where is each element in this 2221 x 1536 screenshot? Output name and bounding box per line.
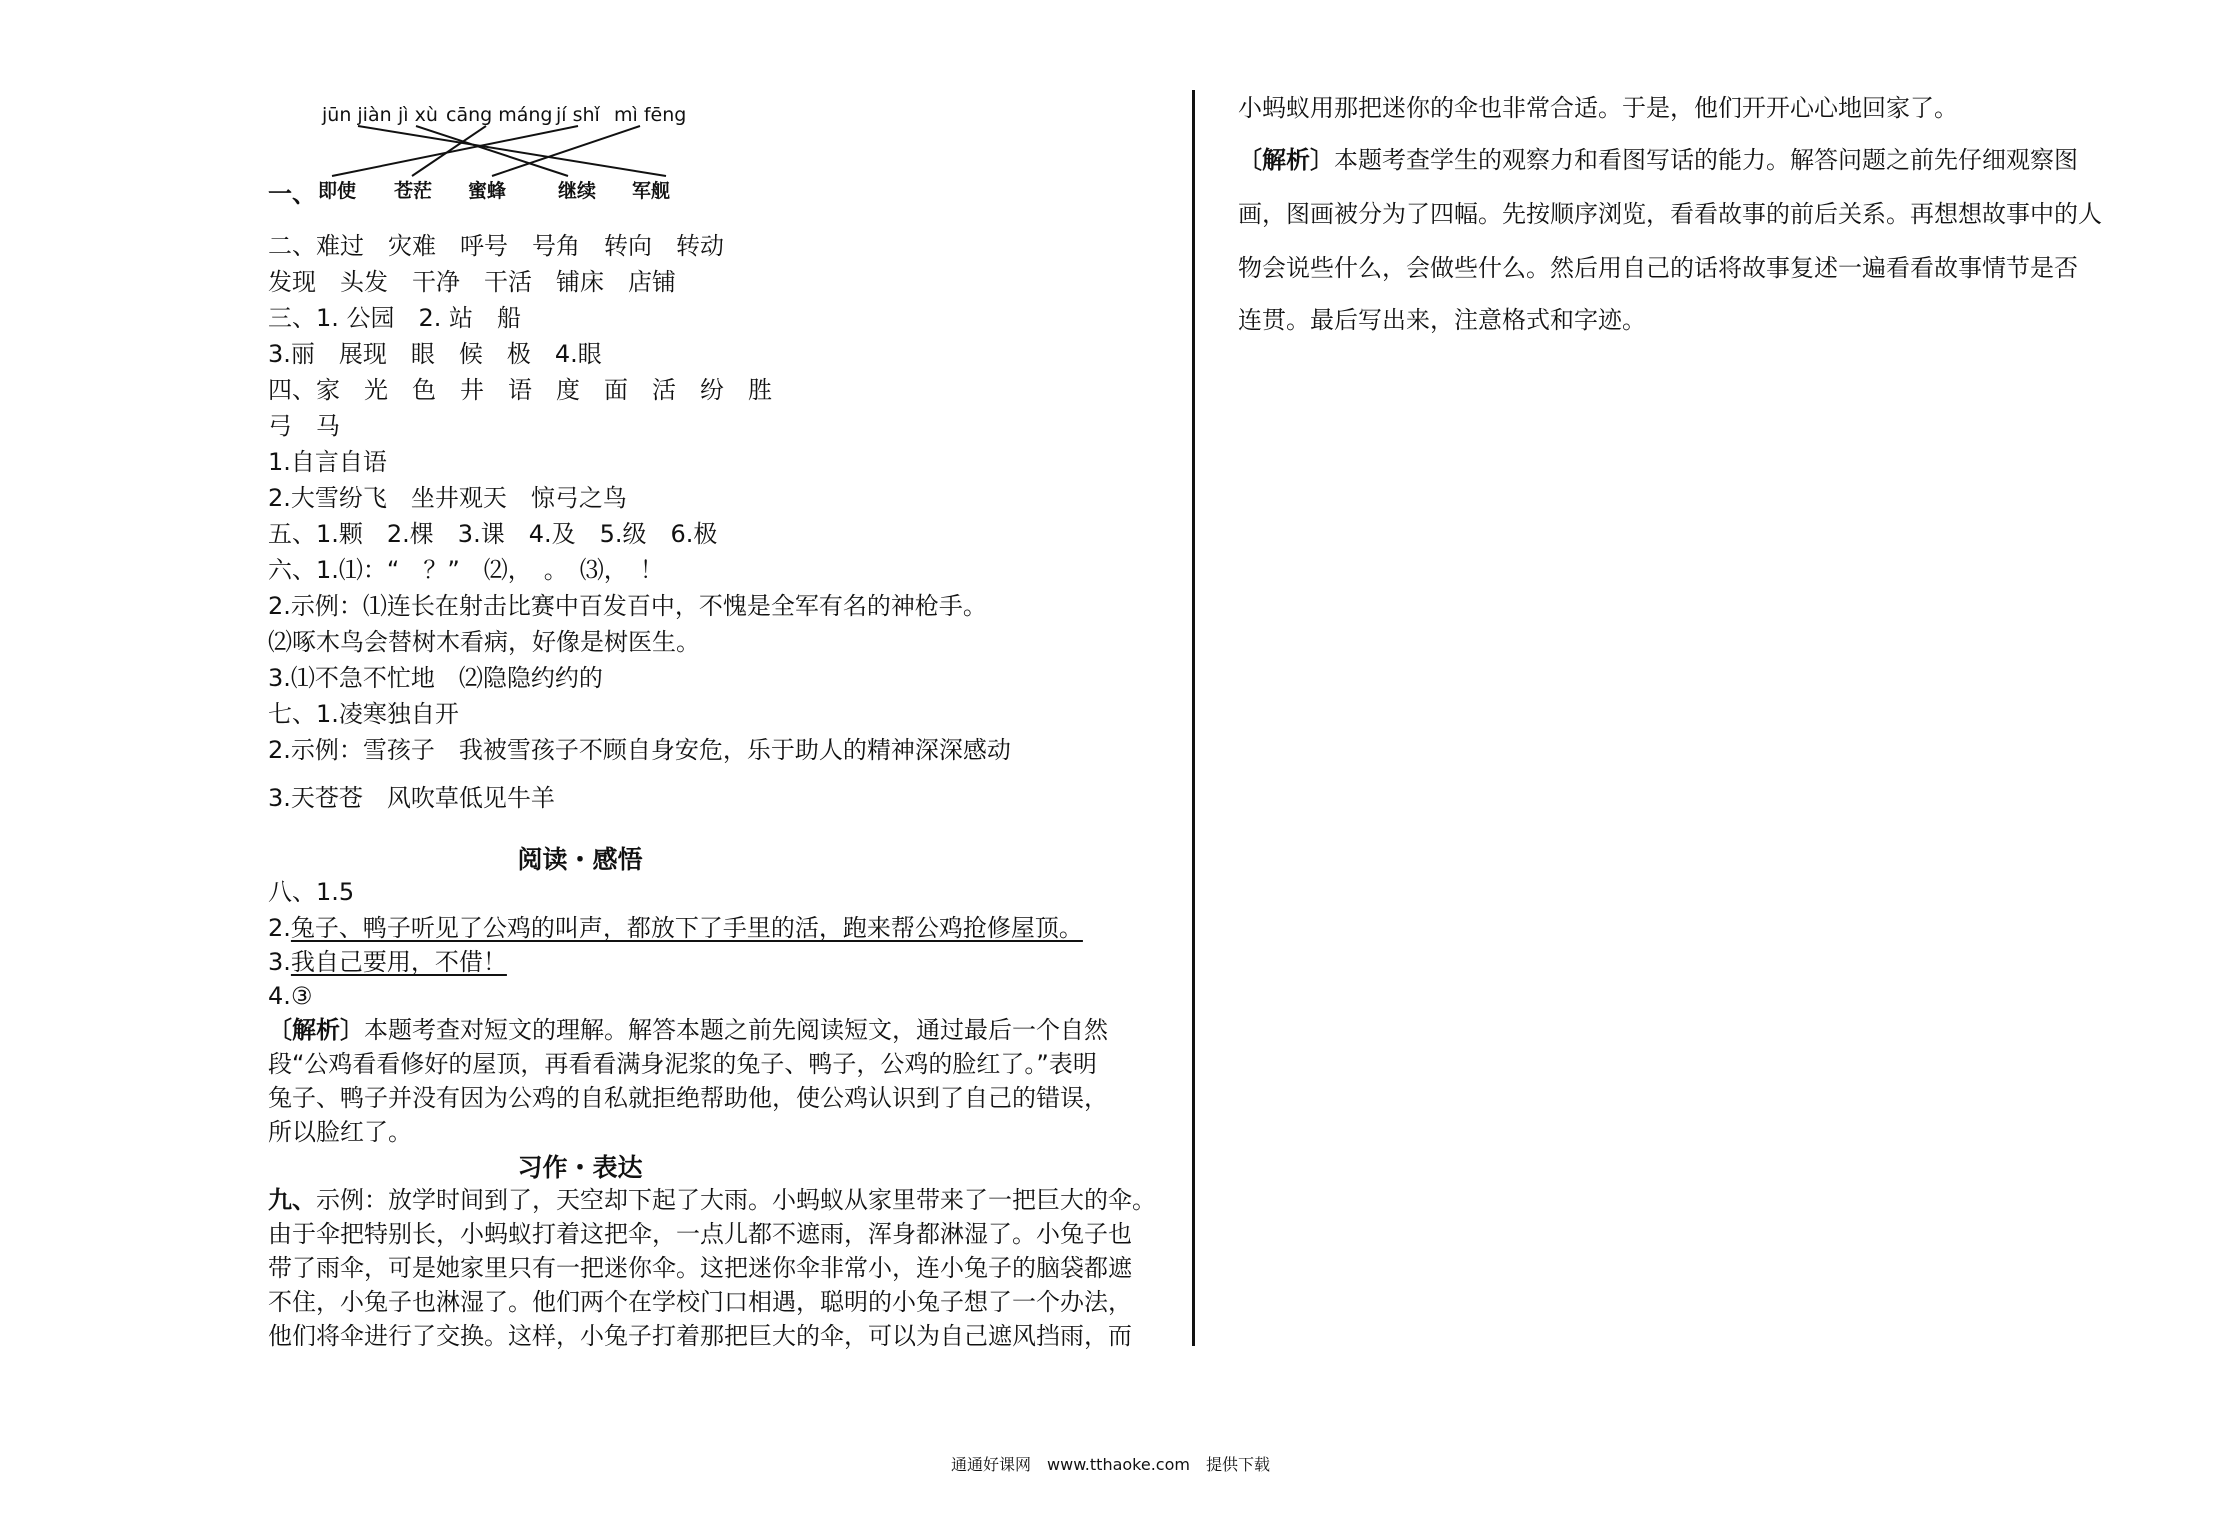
answer-line: 2.大雪纷飞 坐井观天 惊弓之鸟 <box>268 484 627 512</box>
answer-line: 3.⑴不急不忙地 ⑵隐隐约约的 <box>268 664 603 692</box>
pinyin-1: jūn jiàn <box>322 104 392 126</box>
word-2: 苍茫 <box>394 180 433 202</box>
answer-line: ⑵啄木鸟会替树木看病，好像是树医生。 <box>268 628 700 656</box>
answer-line: 六、1.⑴：“ ？” ⑵， 。 ⑶， ！ <box>268 556 664 584</box>
word-5: 军舰 <box>632 180 671 202</box>
analysis-text: 本题考查学生的观察力和看图写话的能力。解答问题之前先仔细观察图 <box>1334 146 2078 174</box>
q1-label: 一、 <box>268 180 316 208</box>
answer-line: 三、1. 公园 2. 站 船 <box>268 304 522 332</box>
right-analysis-line: 物会说些什么，会做些什么。然后用自己的话将故事复述一遍看看故事情节是否 <box>1238 254 2078 282</box>
right-analysis-line: 画，图画被分为了四幅。先按顺序浏览，看看故事的前后关系。再想想故事中的人 <box>1238 200 2102 228</box>
q8-answer-3-number: 3. <box>268 948 291 976</box>
q9-line: 他们将伞进行了交换。这样，小兔子打着那把巨大的伞，可以为自己遮风挡雨，而 <box>268 1322 1132 1350</box>
q9-line: 不住，小兔子也淋湿了。他们两个在学校门口相遇，聪明的小兔子想了一个办法， <box>268 1288 1132 1316</box>
answer-line: 二、难过 灾难 呼号 号角 转向 转动 <box>268 232 724 260</box>
answer-line: 发现 头发 干净 干活 铺床 店铺 <box>268 268 676 296</box>
q8-answer-2 <box>268 912 1083 944</box>
analysis-text: 本题考查对短文的理解。解答本题之前先阅读短文，通过最后一个自然 <box>364 1016 1108 1044</box>
q9-label: 九、 <box>268 1186 316 1214</box>
q8-answer-3 <box>268 946 507 978</box>
q8-analysis-line: 段“公鸡看看修好的屋顶，再看看满身泥浆的兔子、鸭子，公鸡的脸红了。”表明 <box>268 1050 1097 1078</box>
pinyin-3: cāng máng <box>446 104 553 126</box>
matching-lines <box>0 0 1160 240</box>
answer-line: 四、家 光 色 井 语 度 面 活 纷 胜 <box>268 376 772 404</box>
footer-credit: 通通好课网 www.tthaoke.com 提供下载 <box>951 1455 1270 1474</box>
q8-analysis-line: 兔子、鸭子并没有因为公鸡的自私就拒绝帮助他，使公鸡认识到了自己的错误， <box>268 1084 1108 1112</box>
match-line-4 <box>332 126 578 176</box>
writing-heading: 习作・表达 <box>517 1153 643 1182</box>
reading-heading: 阅读・感悟 <box>517 845 643 874</box>
pinyin-5: mì fēng <box>614 104 687 126</box>
answer-line: 2.示例：⑴连长在射击比赛中百发百中，不愧是全军有名的神枪手。 <box>268 592 987 620</box>
q9-text: 示例：放学时间到了，天空却下起了大雨。小蚂蚁从家里带来了一把巨大的伞。 <box>316 1186 1156 1214</box>
answer-line: 五、1.颗 2.棵 3.课 4.及 5.级 6.极 <box>268 520 718 548</box>
q9-line: 由于伞把特别长，小蚂蚁打着这把伞，一点儿都不遮雨，浑身都淋湿了。小兔子也 <box>268 1220 1132 1248</box>
story-continuation: 小蚂蚁用那把迷你的伞也非常合适。于是，他们开开心心地回家了。 <box>1238 94 1958 122</box>
pinyin-2: jì xù <box>398 104 438 126</box>
word-1: 即使 <box>318 180 357 202</box>
analysis-label: 〔解析〕 <box>1238 146 1334 174</box>
analysis-label: 〔解析〕 <box>268 1016 364 1044</box>
word-4: 继续 <box>558 180 597 202</box>
column-divider <box>1192 90 1195 1346</box>
q9-line <box>268 1184 1156 1216</box>
q8-answer-1: 八、1.5 <box>268 878 355 906</box>
q8-analysis-line: 所以脸红了。 <box>268 1118 412 1146</box>
answer-line: 3.丽 展现 眼 候 极 4.眼 <box>268 340 602 368</box>
word-3: 蜜蜂 <box>468 180 507 202</box>
q9-line: 带了雨伞，可是她家里只有一把迷你伞。这把迷你伞非常小，连小兔子的脑袋都遮 <box>268 1254 1132 1282</box>
pinyin-4: jí shǐ <box>556 104 600 126</box>
q8-answer-2-text: 兔子、鸭子听见了公鸡的叫声，都放下了手里的活，跑来帮公鸡抢修屋顶。 <box>290 914 1083 942</box>
answer-line: 3.天苍苍 风吹草低见牛羊 <box>268 784 555 812</box>
right-analysis-line: 连贯。最后写出来，注意格式和字迹。 <box>1238 306 1646 334</box>
answer-line: 2.示例：雪孩子 我被雪孩子不顾自身安危，乐于助人的精神深深感动 <box>268 736 1011 764</box>
answer-line: 1.自言自语 <box>268 448 387 476</box>
q8-analysis-line <box>268 1014 1108 1046</box>
right-analysis-line <box>1238 144 2078 176</box>
q8-answer-3-text: 我自己要用，不借！ <box>290 948 507 976</box>
answer-line: 七、1.凌寒独自开 <box>268 700 459 728</box>
q8-answer-2-number: 2. <box>268 914 291 942</box>
match-line-3 <box>412 126 486 176</box>
q8-answer-4: 4.③ <box>268 982 313 1010</box>
answer-line: 弓 马 <box>268 412 340 440</box>
